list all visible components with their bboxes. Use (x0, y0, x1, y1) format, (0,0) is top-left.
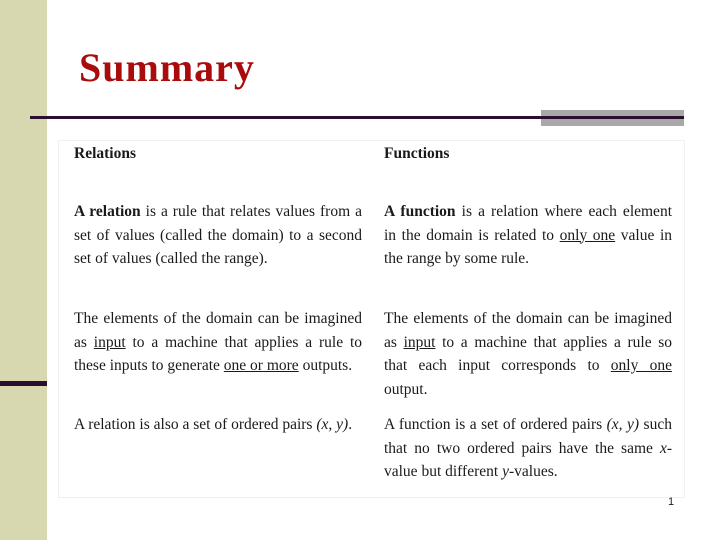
underlined-only-one: only one (610, 357, 673, 374)
relation-ordered-pairs (74, 413, 352, 437)
left-bar-accent-line (0, 381, 47, 386)
text-fragment: outputs. (298, 357, 353, 374)
text-fragment: A relation is also a set of ordered pairs (74, 416, 317, 433)
underlined-input: input (403, 333, 436, 351)
text-fragment: . (348, 416, 353, 433)
functions-heading: Functions (384, 145, 450, 162)
relations-heading: Relations (74, 145, 136, 162)
functions-column (384, 141, 673, 480)
function-definition (384, 200, 672, 271)
text-fragment: value in the range by some rule. (384, 226, 673, 267)
function-term: A function (384, 203, 456, 220)
relation-definition-text: is a rule that relates values from a set of values (called the domain) to a second set of values (called the range). (74, 203, 362, 267)
function-machine-description (384, 307, 672, 401)
text-fragment: -values. (508, 463, 558, 480)
underlined-one-or-more: one or more (223, 357, 299, 374)
text-fragment: is a relation where each element in the domain is related to (384, 203, 672, 244)
math-x: x (659, 439, 667, 457)
relation-definition (74, 200, 362, 271)
page-number: 1 (668, 496, 675, 508)
text-fragment: A function is a set of ordered pairs (384, 416, 607, 433)
underlined-only-one: only one (559, 226, 616, 244)
relations-column (74, 141, 362, 433)
left-decorative-bar (0, 0, 47, 540)
relation-machine-description (74, 307, 362, 378)
text-fragment: The elements of the domain can be imagined as (384, 310, 672, 351)
text-fragment: such that no two ordered pairs have the same (384, 416, 672, 457)
text-fragment: -value but different (384, 439, 672, 480)
text-fragment: to a machine that applies a rule to these inputs to generate (74, 333, 362, 374)
math-ordered-pair: (x, y) (316, 416, 349, 433)
text-fragment: The elements of the domain can be imagined as (74, 310, 362, 351)
function-ordered-pairs (384, 413, 672, 484)
relation-term: A relation (74, 203, 141, 220)
math-y: y (502, 463, 509, 480)
slide-title: Summary (79, 45, 255, 90)
summary-table (59, 141, 684, 497)
title-rule-overlay (541, 116, 684, 119)
text-fragment: to a machine that applies a rule so that each input corresponds to (384, 333, 673, 374)
underlined-input: input (93, 333, 126, 351)
math-ordered-pair: (x, y) (606, 416, 640, 433)
text-fragment: output. (384, 380, 428, 398)
